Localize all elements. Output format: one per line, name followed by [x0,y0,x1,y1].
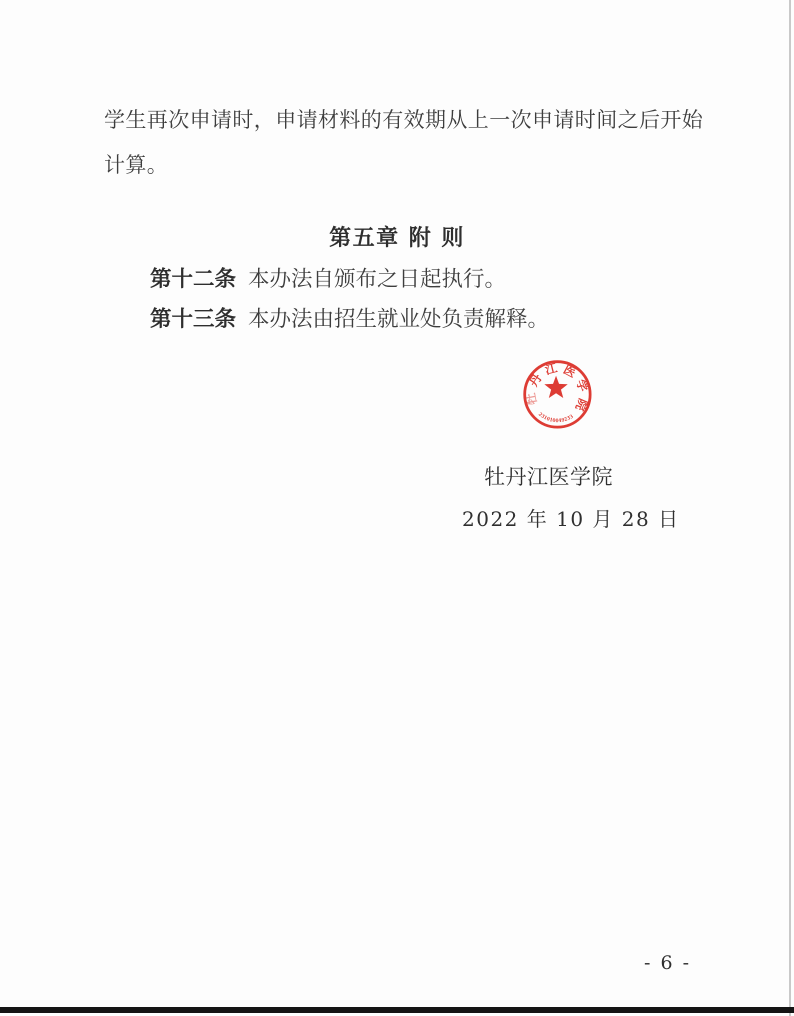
seal-arc-char: 学 [573,377,591,394]
signature-date: 2022 年 10 月 28 日 [462,507,680,531]
article-12 [150,262,506,293]
seal-star [544,376,567,398]
article-12-text: 本办法自颁布之日起执行。 [248,267,507,292]
official-seal [440,350,680,580]
scan-edge-bottom [0,1007,794,1013]
paragraph-line-2: 计算。 [104,153,169,177]
seal-arc-char: 牡 [523,391,540,407]
seal-arc-char: 院 [572,396,591,413]
signature-name: 牡丹江医学院 [484,465,613,489]
seal-arc-char: 丹 [526,371,545,389]
article-12-label: 第十二条 [150,267,237,292]
paragraph-line-1: 学生再次申请时，申请材料的有效期从上一次申请时间之后开始 [104,108,704,132]
article-13-text: 本办法由招生就业处负责解释。 [248,307,550,332]
article-13 [150,302,549,333]
seal-arc-char: 江 [543,360,559,378]
scan-edge-right [789,0,791,1016]
page-number: - 6 - [644,952,692,974]
seal-serial: 231010049233 [537,411,575,425]
chapter-heading: 第五章 附 则 [329,225,465,251]
seal-arc-char: 医 [561,362,579,381]
article-13-label: 第十三条 [150,307,237,332]
